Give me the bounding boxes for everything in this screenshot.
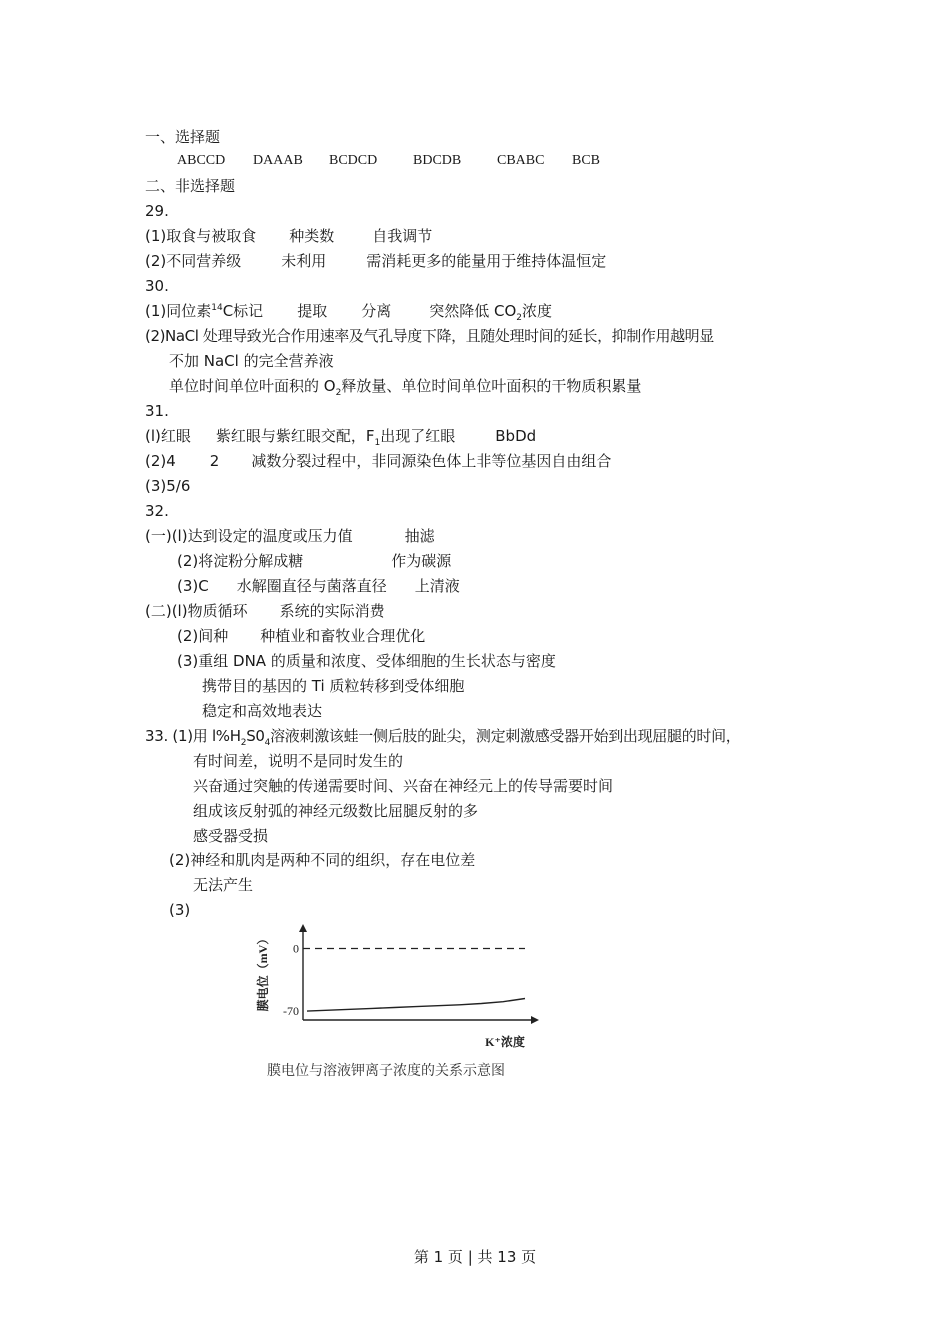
- q31-line1: [145, 426, 536, 446]
- q30-number: 30.: [145, 277, 169, 295]
- answer-text: 33. (1)用 l%H: [145, 727, 241, 745]
- section-title-nonchoice: 二、非选择题: [145, 177, 236, 195]
- q33-line4: 组成该反射弧的神经元级数比屈腿反射的多: [193, 802, 479, 820]
- answer-text: 作为碳源: [391, 552, 452, 570]
- answer-text: BbDd: [495, 427, 537, 445]
- answer-text: 系统的实际消费: [279, 602, 385, 620]
- q33-line2: 有时间差，说明不是同时发生的: [193, 752, 404, 770]
- q30-line4: [169, 376, 641, 396]
- q31-line2: [145, 451, 611, 471]
- answer-text: 出现了红眼: [380, 427, 456, 445]
- q33-line5: 感受器受损: [193, 827, 269, 845]
- q33-line3: 兴奋通过突触的传递需要时间、兴奋在神经元上的传导需要时间: [193, 777, 614, 795]
- answer-text: 2: [209, 452, 220, 470]
- answer-text: 释放量、单位时间单位叶面积的干物质积累量: [341, 377, 642, 395]
- subscript: 2: [516, 313, 523, 323]
- q32-line4: [145, 601, 385, 621]
- answer-text: (二)(l)物质循环: [145, 602, 248, 620]
- answer-text: 减数分裂过程中，非同源染色体上非等位基因自由组合: [251, 452, 612, 470]
- answer-text: (2)不同营养级: [145, 252, 242, 270]
- q32-line2: [177, 551, 451, 571]
- answer-text: 自我调节: [372, 227, 433, 245]
- q30-line1: [145, 301, 552, 321]
- q32-number: 32.: [145, 502, 169, 520]
- q32-line3: [177, 576, 460, 596]
- x-axis-label: K⁺浓度: [485, 1035, 525, 1049]
- x-axis-arrow: [531, 1016, 539, 1024]
- q31-number: 31.: [145, 402, 169, 420]
- answer-group: ABCCD: [177, 153, 226, 168]
- answer-text: 种类数: [289, 227, 335, 245]
- choice-answers: [177, 151, 600, 171]
- membrane-potential-chart: [255, 924, 555, 1054]
- answer-text: (3)C: [177, 577, 209, 595]
- answer-group: BDCDB: [413, 153, 462, 168]
- page-footer: 第 1 页 | 共 13 页: [413, 1248, 537, 1266]
- y-tick-label: -70: [283, 1004, 299, 1019]
- y-axis-label: [255, 933, 270, 1012]
- answer-group: BCDCD: [329, 153, 378, 168]
- chart-caption: 膜电位与溶液钾离子浓度的关系示意图: [267, 1064, 505, 1079]
- series-line: [307, 999, 525, 1012]
- answer-text: S0: [246, 727, 265, 745]
- q29-line2: [145, 251, 606, 271]
- answer-text: 溶液刺激该蛙一侧后肢的趾尖，测定刺激感受器开始到出现屈腿的时间，: [270, 727, 741, 745]
- q32-line1: [145, 526, 435, 546]
- answer-text: 提取: [297, 302, 328, 320]
- q29-number: 29.: [145, 202, 169, 220]
- answer-text: C标记: [222, 302, 264, 320]
- q33-line6: (2)神经和肌肉是两种不同的组织，存在电位差: [169, 851, 476, 869]
- q32-line7: 携带目的基因的 Ti 质粒转移到受体细胞: [202, 677, 465, 695]
- answer-text: 单位时间单位叶面积的 O: [169, 377, 336, 395]
- q32-line8: 稳定和高效地表达: [202, 702, 323, 720]
- answer-text: 需消耗更多的能量用于维持体温恒定: [366, 252, 607, 270]
- subscript: 2: [335, 388, 342, 398]
- q29-line1: [145, 226, 432, 246]
- answer-text: 水解圈直径与菌落直径: [236, 577, 387, 595]
- subscript: 4: [264, 738, 271, 748]
- q32-line5: [177, 626, 425, 646]
- answer-text: 突然降低 CO: [429, 302, 517, 320]
- q30-line3: 不加 NaCl 的完全营养液: [169, 352, 334, 370]
- q33-line8: (3): [169, 901, 191, 919]
- answer-text: 上清液: [414, 577, 460, 595]
- q31-line3: (3)5/6: [145, 477, 191, 495]
- answer-text: 种植业和畜牧业合理优化: [260, 627, 426, 645]
- section-title-choice: 一、选择题: [145, 128, 221, 146]
- answer-group: BCB: [572, 153, 601, 168]
- y-axis-arrow: [299, 924, 307, 932]
- answer-group: CBABC: [497, 153, 545, 168]
- q30-line2: (2)NaCl 处理导致光合作用速率及气孔导度下降，且随处理时间的延长，抑制作用越明显: [145, 327, 714, 345]
- answer-text: (1)同位素: [145, 302, 212, 320]
- subscript: 1: [374, 438, 381, 448]
- answer-text: (l)红眼: [145, 427, 191, 445]
- q33-line7: 无法产生: [193, 876, 254, 894]
- answer-text: 浓度: [522, 302, 553, 320]
- y-axis-label-text: 膜电位（mV）: [256, 932, 270, 1012]
- answer-text: 分离: [361, 302, 392, 320]
- subscript: 2: [240, 738, 247, 748]
- answer-text: 紫红眼与紫红眼交配，F: [215, 427, 375, 445]
- y-tick-label: 0: [293, 941, 299, 956]
- answer-text: (1)取食与被取食: [145, 227, 257, 245]
- answer-text: (2)间种: [177, 627, 229, 645]
- answer-text: 未利用: [281, 252, 327, 270]
- answer-text: (2)将淀粉分解成糖: [177, 552, 304, 570]
- q33-line1: [145, 726, 741, 746]
- answer-text: (2)4: [145, 452, 176, 470]
- answer-text: (一)(l)达到设定的温度或压力值: [145, 527, 353, 545]
- q32-line6: (3)重组 DNA 的质量和浓度、受体细胞的生长状态与密度: [177, 652, 556, 670]
- answer-group: DAAAB: [253, 153, 303, 168]
- superscript: 14: [211, 303, 223, 313]
- answer-text: 抽滤: [404, 527, 435, 545]
